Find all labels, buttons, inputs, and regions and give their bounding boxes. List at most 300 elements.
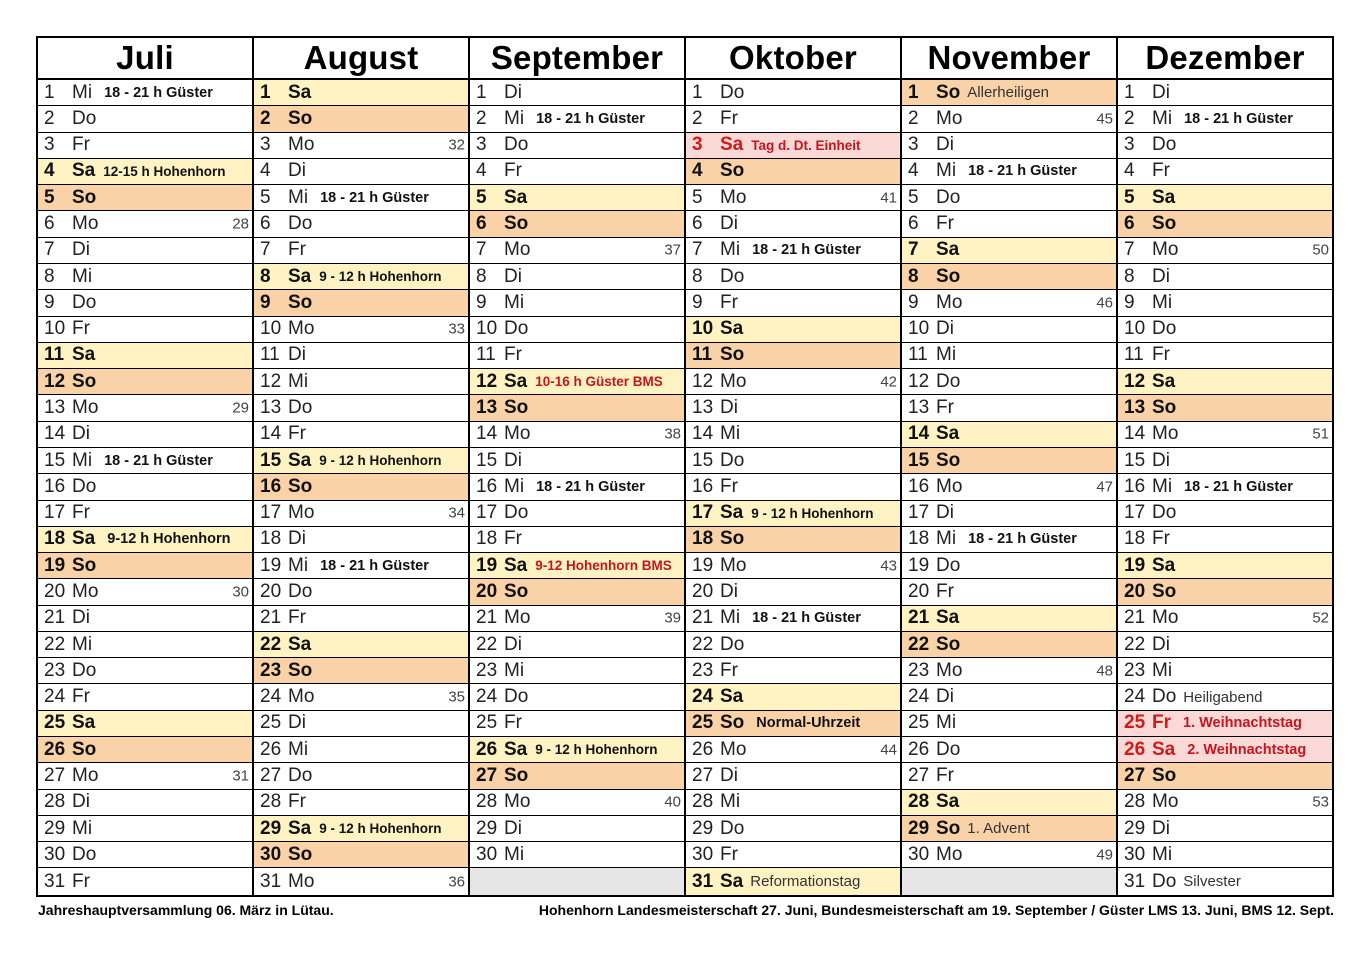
- day-row: [686, 816, 900, 842]
- weekday: Mo: [936, 475, 963, 497]
- day-number: 7: [1124, 239, 1135, 261]
- day-row: [1118, 133, 1332, 159]
- weekday: Fr: [288, 423, 306, 445]
- month-header: Oktober: [686, 38, 900, 80]
- day-row: [254, 264, 468, 290]
- footer-note-left: Jahreshauptversammlung 06. März in Lütau.: [38, 902, 334, 918]
- day-number: 16: [908, 475, 930, 497]
- day-row: [470, 211, 684, 237]
- day-number: 27: [476, 764, 498, 786]
- day-row: [254, 579, 468, 605]
- day-row: [38, 816, 252, 842]
- day-row: [254, 711, 468, 737]
- day-row: [1118, 264, 1332, 290]
- weekday: So: [720, 528, 745, 550]
- day-row: [902, 317, 1116, 343]
- day-row: [38, 290, 252, 316]
- weekday: Mo: [504, 239, 531, 261]
- weekday: Di: [504, 449, 522, 471]
- weekday: Di: [936, 318, 954, 340]
- weekday: So: [720, 344, 745, 366]
- day-row: [38, 369, 252, 395]
- event-note: 1. Weihnachtstag: [1183, 715, 1302, 732]
- weekday: So: [72, 554, 97, 576]
- weekday: Di: [288, 160, 306, 182]
- day-number: 11: [1124, 344, 1144, 366]
- day-row: [902, 422, 1116, 448]
- weekday: Mi: [936, 528, 957, 550]
- day-number: 3: [44, 134, 55, 156]
- day-row: [686, 711, 900, 737]
- day-number: 21: [692, 607, 714, 629]
- day-row: [686, 106, 900, 132]
- day-row: [902, 80, 1116, 106]
- day-row: [1118, 658, 1332, 684]
- week-number: 43: [880, 557, 897, 575]
- day-number: 22: [692, 633, 714, 655]
- day-row: [902, 159, 1116, 185]
- event-note: 18 - 21 h Güster: [1184, 478, 1293, 495]
- day-number: 18: [44, 528, 66, 550]
- weekday: Di: [936, 686, 954, 708]
- weekday: Do: [1152, 870, 1177, 892]
- weekday: Sa: [936, 239, 960, 261]
- weekday: Mi: [288, 186, 309, 208]
- day-row: [686, 868, 900, 894]
- day-row: [254, 395, 468, 421]
- day-number: 13: [44, 397, 66, 419]
- day-number: 10: [908, 318, 930, 340]
- day-number: 13: [908, 397, 930, 419]
- weekday: Di: [936, 134, 954, 156]
- day-number: 4: [908, 160, 919, 182]
- day-number: 21: [44, 607, 66, 629]
- month-header: Dezember: [1118, 38, 1332, 80]
- day-row: [686, 527, 900, 553]
- day-row: [1118, 106, 1332, 132]
- weekday: Do: [1152, 134, 1177, 156]
- day-number: 18: [1124, 528, 1146, 550]
- day-number: 13: [1124, 397, 1146, 419]
- day-row: [902, 606, 1116, 632]
- day-row: [686, 684, 900, 710]
- weekday: Sa: [288, 817, 312, 839]
- day-row: [470, 133, 684, 159]
- day-number: 12: [692, 370, 714, 392]
- day-number: 16: [476, 475, 498, 497]
- day-number: 27: [260, 764, 282, 786]
- weekday: Di: [936, 502, 954, 524]
- day-row: [254, 422, 468, 448]
- day-number: 11: [260, 344, 280, 366]
- day-number: 15: [44, 449, 66, 471]
- day-number: 11: [908, 344, 928, 366]
- event-note: 18 - 21 h Güster: [968, 163, 1077, 180]
- day-number: 11: [44, 344, 65, 366]
- day-row: [686, 658, 900, 684]
- day-row: [254, 238, 468, 264]
- weekday: Mo: [720, 554, 747, 576]
- weekday: Fr: [288, 239, 306, 261]
- weekday: So: [1152, 580, 1177, 602]
- day-number: 6: [44, 213, 55, 235]
- day-row: [254, 159, 468, 185]
- weekday: Fr: [1152, 160, 1170, 182]
- weekday: Mo: [504, 791, 531, 813]
- day-number: 17: [260, 502, 282, 524]
- day-number: 20: [692, 580, 714, 602]
- day-row: [254, 80, 468, 106]
- day-row: [38, 80, 252, 106]
- day-number: 19: [908, 554, 930, 576]
- event-note: 18 - 21 h Güster: [752, 610, 861, 627]
- day-number: 26: [1124, 738, 1146, 760]
- day-number: 25: [44, 712, 66, 734]
- day-number: 23: [692, 659, 714, 681]
- day-number: 10: [260, 318, 282, 340]
- day-number: 15: [908, 449, 930, 471]
- month-column-november: [900, 38, 1116, 895]
- day-row: [902, 684, 1116, 710]
- weekday: Do: [504, 686, 529, 708]
- day-row: [38, 632, 252, 658]
- weekday: Mo: [288, 870, 315, 892]
- day-number: 15: [260, 449, 282, 471]
- weekday: So: [936, 817, 961, 839]
- weekday: Mi: [720, 239, 741, 261]
- weekday: Di: [1152, 449, 1170, 471]
- day-number: 31: [692, 870, 714, 892]
- weekday: Sa: [720, 134, 744, 156]
- weekday: Sa: [288, 449, 312, 471]
- day-number: 2: [692, 107, 703, 129]
- day-row: [470, 474, 684, 500]
- day-number: 20: [44, 580, 66, 602]
- weekday: Do: [720, 449, 745, 471]
- weekday: Mo: [288, 502, 315, 524]
- event-note: 18 - 21 h Güster: [536, 478, 645, 495]
- weekday: Sa: [504, 186, 528, 208]
- day-row: [38, 422, 252, 448]
- day-number: 13: [692, 397, 714, 419]
- day-row: [470, 790, 684, 816]
- event-note: 18 - 21 h Güster: [104, 84, 213, 101]
- day-number: 20: [476, 580, 498, 602]
- week-number: 31: [232, 767, 249, 785]
- day-number: 2: [476, 107, 487, 129]
- empty-day-cell: [902, 868, 1116, 894]
- day-row: [254, 106, 468, 132]
- weekday: Fr: [504, 344, 522, 366]
- day-row: [470, 658, 684, 684]
- day-number: 6: [908, 213, 919, 235]
- event-note: 18 - 21 h Güster: [536, 110, 645, 127]
- day-row: [38, 579, 252, 605]
- day-row: [902, 474, 1116, 500]
- day-number: 15: [692, 449, 714, 471]
- week-number: 46: [1096, 294, 1113, 312]
- day-row: [686, 579, 900, 605]
- day-row: [38, 159, 252, 185]
- day-row: [470, 553, 684, 579]
- week-number: 36: [448, 873, 465, 891]
- event-note: 9-12 Hohenhorn BMS: [535, 558, 672, 574]
- day-number: 12: [260, 370, 282, 392]
- weekday: Mi: [504, 659, 525, 681]
- week-number: 48: [1096, 662, 1113, 680]
- day-number: 26: [476, 738, 498, 760]
- day-number: 27: [44, 764, 66, 786]
- day-number: 30: [44, 843, 66, 865]
- weekday: Mo: [72, 213, 99, 235]
- day-row: [38, 238, 252, 264]
- day-number: 5: [260, 186, 271, 208]
- weekday: Fr: [288, 607, 306, 629]
- weekday: Mi: [288, 554, 309, 576]
- day-row: [254, 474, 468, 500]
- weekday: Fr: [504, 712, 522, 734]
- day-row: [686, 763, 900, 789]
- weekday: Mi: [936, 712, 957, 734]
- day-number: 7: [908, 239, 919, 261]
- day-number: 1: [260, 81, 271, 103]
- day-number: 20: [1124, 580, 1146, 602]
- week-number: 49: [1096, 846, 1113, 864]
- day-number: 5: [908, 186, 919, 208]
- day-row: [902, 264, 1116, 290]
- day-number: 6: [260, 213, 271, 235]
- day-number: 29: [692, 817, 714, 839]
- weekday: Di: [1152, 633, 1170, 655]
- weekday: So: [288, 291, 313, 313]
- day-row: [38, 790, 252, 816]
- day-row: [470, 106, 684, 132]
- day-number: 24: [260, 686, 282, 708]
- day-row: [38, 684, 252, 710]
- week-number: 34: [448, 504, 465, 522]
- weekday: Sa: [72, 344, 96, 366]
- day-row: [470, 763, 684, 789]
- weekday: So: [288, 475, 313, 497]
- day-row: [902, 211, 1116, 237]
- day-number: 16: [1124, 475, 1146, 497]
- day-number: 5: [44, 186, 55, 208]
- weekday: Fr: [1152, 344, 1170, 366]
- weekday: Mo: [288, 134, 315, 156]
- weekday: Sa: [1152, 554, 1176, 576]
- event-note: Allerheiligen: [967, 84, 1049, 102]
- weekday: Mi: [72, 265, 93, 287]
- day-row: [254, 553, 468, 579]
- day-row: [254, 606, 468, 632]
- weekday: Fr: [504, 528, 522, 550]
- week-number: 42: [880, 373, 897, 391]
- day-number: 22: [44, 633, 66, 655]
- weekday: Do: [720, 633, 745, 655]
- day-row: [38, 317, 252, 343]
- weekday: Mi: [288, 738, 309, 760]
- day-row: [254, 842, 468, 868]
- day-row: [254, 527, 468, 553]
- day-number: 11: [476, 344, 496, 366]
- day-row: [1118, 527, 1332, 553]
- day-row: [902, 501, 1116, 527]
- day-row: [902, 790, 1116, 816]
- empty-day-cell: [470, 868, 684, 894]
- day-row: [686, 290, 900, 316]
- day-row: [470, 684, 684, 710]
- day-row: [686, 448, 900, 474]
- weekday: Do: [288, 397, 313, 419]
- weekday: Mi: [504, 107, 525, 129]
- day-row: [38, 106, 252, 132]
- day-row: [470, 842, 684, 868]
- weekday: Di: [504, 817, 522, 839]
- event-note: 2. Weihnachtstag: [1187, 741, 1307, 758]
- weekday: Sa: [504, 738, 528, 760]
- weekday: Do: [288, 764, 313, 786]
- day-number: 26: [260, 738, 282, 760]
- day-row: [1118, 80, 1332, 106]
- day-row: [470, 185, 684, 211]
- weekday: Mi: [504, 291, 525, 313]
- day-number: 2: [1124, 107, 1135, 129]
- day-number: 14: [44, 423, 66, 445]
- weekday: Mi: [720, 423, 741, 445]
- weekday: Sa: [72, 712, 96, 734]
- weekday: So: [936, 633, 961, 655]
- weekday: Mi: [72, 817, 93, 839]
- weekday: Sa: [1152, 186, 1176, 208]
- weekday: Mo: [72, 764, 99, 786]
- day-number: 22: [1124, 633, 1146, 655]
- weekday: Mo: [720, 186, 747, 208]
- day-row: [38, 868, 252, 894]
- day-number: 9: [908, 291, 919, 313]
- day-number: 28: [908, 791, 930, 813]
- weekday: Mo: [936, 291, 963, 313]
- weekday: Mi: [936, 160, 957, 182]
- week-number: 37: [664, 241, 681, 259]
- weekday: Do: [72, 291, 97, 313]
- weekday: Do: [288, 580, 313, 602]
- day-number: 9: [44, 291, 55, 313]
- day-number: 31: [1124, 870, 1146, 892]
- weekday: Fr: [720, 291, 738, 313]
- weekday: Do: [936, 370, 961, 392]
- day-row: [1118, 474, 1332, 500]
- week-number: 45: [1096, 110, 1113, 128]
- day-row: [686, 501, 900, 527]
- day-number: 21: [476, 607, 498, 629]
- day-number: 6: [692, 213, 703, 235]
- event-note: 9 - 12 h Hohenhorn: [535, 742, 658, 758]
- day-row: [38, 763, 252, 789]
- day-row: [1118, 159, 1332, 185]
- day-row: [686, 343, 900, 369]
- day-number: 30: [692, 843, 714, 865]
- day-row: [686, 606, 900, 632]
- day-number: 24: [476, 686, 498, 708]
- day-number: 20: [260, 580, 282, 602]
- event-note: 10-16 h Güster BMS: [535, 374, 663, 390]
- day-number: 3: [476, 134, 487, 156]
- day-number: 17: [908, 502, 930, 524]
- weekday: Fr: [288, 791, 306, 813]
- weekday: Di: [288, 712, 306, 734]
- day-row: [470, 80, 684, 106]
- day-number: 1: [908, 81, 919, 103]
- day-number: 10: [476, 318, 498, 340]
- weekday: Mi: [1152, 291, 1173, 313]
- day-number: 5: [1124, 186, 1135, 208]
- weekday: Fr: [936, 580, 954, 602]
- day-number: 17: [44, 502, 66, 524]
- day-row: [38, 133, 252, 159]
- day-number: 2: [260, 107, 271, 129]
- day-number: 17: [692, 502, 714, 524]
- weekday: So: [720, 160, 745, 182]
- weekday: Fr: [1152, 712, 1171, 734]
- day-row: [470, 264, 684, 290]
- day-row: [686, 790, 900, 816]
- day-row: [254, 343, 468, 369]
- weekday: Fr: [936, 764, 954, 786]
- weekday: Mi: [72, 633, 93, 655]
- weekday: Fr: [936, 397, 954, 419]
- weekday: Sa: [720, 870, 744, 892]
- day-row: [902, 553, 1116, 579]
- weekday: Fr: [936, 213, 954, 235]
- day-row: [902, 763, 1116, 789]
- day-row: [1118, 290, 1332, 316]
- weekday: Sa: [720, 502, 744, 524]
- event-note: 18 - 21 h Güster: [752, 242, 861, 259]
- day-number: 7: [44, 239, 55, 261]
- day-number: 19: [1124, 554, 1146, 576]
- weekday: Di: [288, 344, 306, 366]
- event-note: Tag d. Dt. Einheit: [751, 137, 861, 153]
- weekday: Do: [936, 554, 961, 576]
- day-row: [38, 606, 252, 632]
- month-column-september: [468, 38, 684, 895]
- day-number: 14: [476, 423, 498, 445]
- month-column-juli: [38, 38, 252, 895]
- day-row: [38, 842, 252, 868]
- day-row: [38, 501, 252, 527]
- weekday: Do: [936, 738, 961, 760]
- day-number: 20: [908, 580, 930, 602]
- day-row: [686, 80, 900, 106]
- day-row: [38, 343, 252, 369]
- month-header: September: [470, 38, 684, 80]
- month-column-august: [252, 38, 468, 895]
- day-row: [686, 264, 900, 290]
- day-row: [1118, 501, 1332, 527]
- weekday: So: [936, 449, 961, 471]
- day-row: [470, 422, 684, 448]
- day-number: 27: [908, 764, 930, 786]
- weekday: Mo: [1152, 791, 1179, 813]
- day-number: 30: [260, 843, 282, 865]
- day-number: 12: [476, 370, 498, 392]
- weekday: So: [504, 764, 529, 786]
- day-number: 8: [260, 265, 271, 287]
- day-row: [470, 238, 684, 264]
- day-number: 26: [908, 738, 930, 760]
- day-number: 14: [1124, 423, 1146, 445]
- weekday: So: [1152, 213, 1177, 235]
